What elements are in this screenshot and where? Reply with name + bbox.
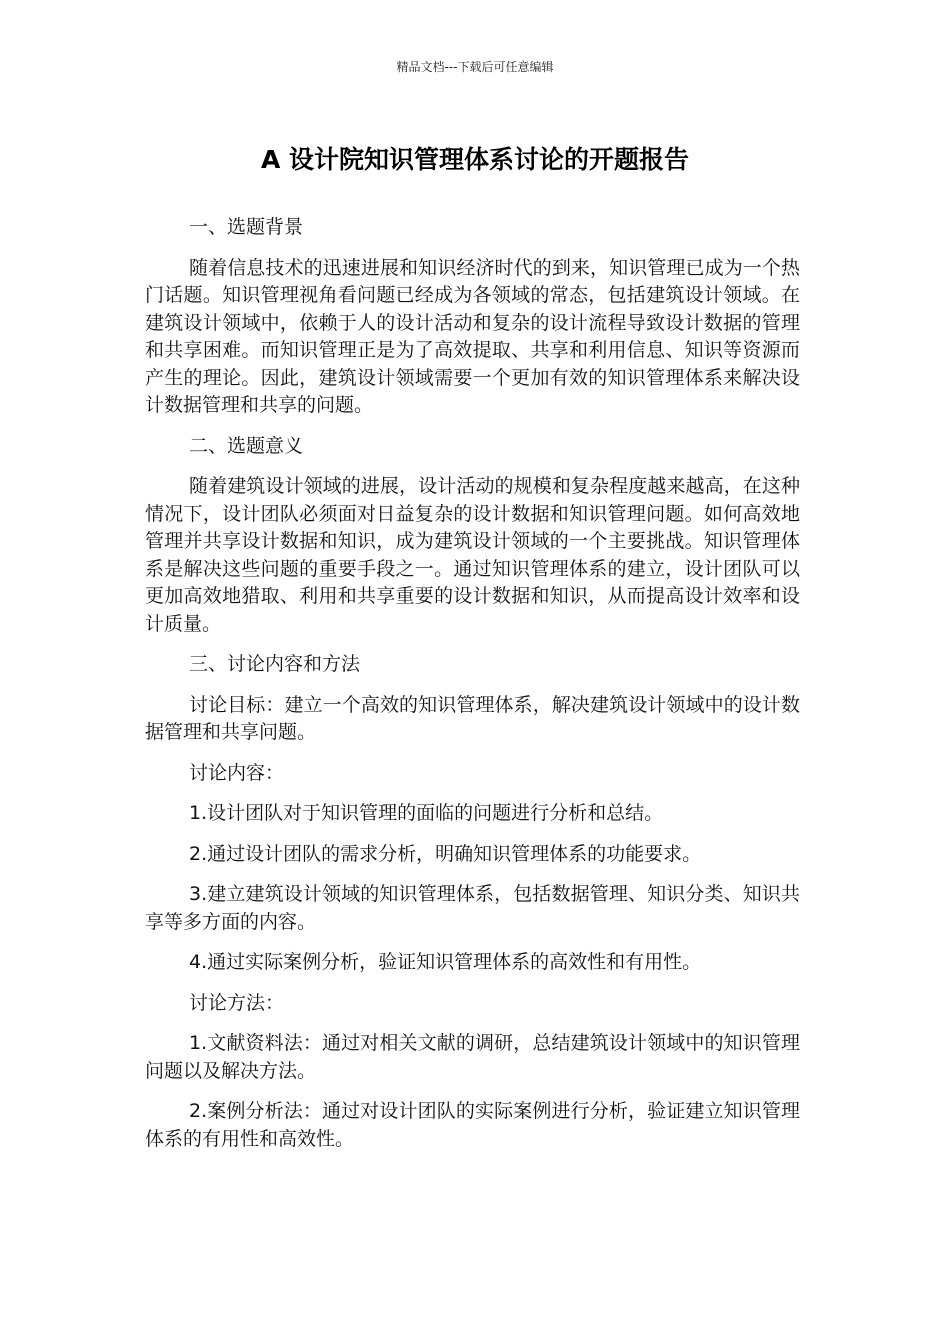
section-heading-significance: 二、选题意义 [189,434,304,457]
label-research-content: 讨论内容： [189,761,285,784]
list-item-content-1: 1.设计团队对于知识管理的面临的问题进行分析和总结。 [189,802,664,824]
list-item-method-2: 2.案例分析法：通过对设计团队的实际案例进行分析，验证建立知识管理体系的有用性和高效性。 [145,1100,800,1150]
document-title: A 设计院知识管理体系讨论的开题报告 [260,145,690,174]
paragraph-research-goal: 讨论目标：建立一个高效的知识管理体系，解决建筑设计领域中的设计数据管理和共享问题。 [145,693,800,743]
paragraph-background: 随着信息技术的迅速进展和知识经济时代的到来，知识管理已成为一个热门话题。知识管理视角看问题已经成为各领域的常态，包括建筑设计领域。在建筑设计领域中，依赖于人的设计活动和复杂的设计流程导致设计数据的管理和共享困难。而知识管理正是为了高效提取、共享和利用信息、知识等资源而产生的理论。因此，建筑设计领域需要一个更加有效的知识管理体系来解决设计数据管理和共享的问题。 [145,256,800,416]
page-header: 精品文档---下载后可任意编辑 [396,60,554,74]
label-research-method: 讨论方法： [189,991,285,1014]
list-item-content-2: 2.通过设计团队的需求分析，明确知识管理体系的功能要求。 [189,842,702,865]
paragraph-significance: 随着建筑设计领域的进展，设计活动的规模和复杂程度越来越高，在这种情况下，设计团队必须面对日益复杂的设计数据和知识管理问题。如何高效地管理并共享设计数据和知识，成为建筑设计领域的一个主要挑战。知识管理体系是解决这些问题的重要手段之一。通过知识管理体系的建立，设计团队可以更加高效地猎取、利用和共享重要的设计数据和知识，从而提高设计效率和设计质量。 [145,475,800,635]
document-body [145,214,800,1166]
section-heading-content-method: 三、讨论内容和方法 [189,653,361,675]
section-heading-background: 一、选题背景 [189,216,304,238]
list-item-method-1: 1.文献资料法：通过对相关文献的调研，总结建筑设计领域中的知识管理问题以及解决方法。 [145,1032,800,1082]
list-item-content-3: 3.建立建筑设计领域的知识管理体系，包括数据管理、知识分类、知识共享等多方面的内容。 [145,883,800,933]
list-item-content-4: 4.通过实际案例分析，验证知识管理体系的高效性和有用性。 [189,951,702,973]
